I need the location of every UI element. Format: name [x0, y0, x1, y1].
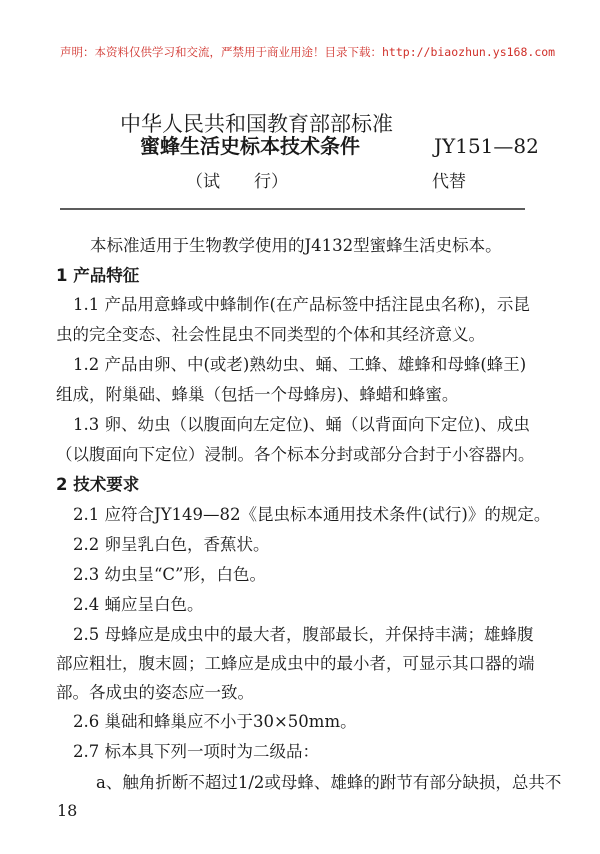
clause-1-2: 1.2 产品由卵、中(或老)熟幼虫、蛹、工蜂、雄蜂和母蜂(蜂王) [73, 355, 527, 374]
clause-2-6: 2.6 巢础和蜂巢应不小于30×50mm。 [73, 712, 357, 731]
document-title: 蜜蜂生活史标本技术条件 [140, 134, 360, 158]
clause-2-4: 2.4 蛹应呈白色。 [73, 595, 204, 614]
section-2-heading: 2 技术要求 [56, 475, 140, 494]
clause-1-1-cont: 虫的完全变态、社会性昆虫不同类型的个体和其经济意义。 [56, 325, 485, 344]
trial-label: （试 行） [186, 172, 288, 192]
clause-1-3: 1.3 卵、幼虫（以腹面向左定位)、蛹（以背面向下定位)、成虫 [73, 415, 530, 434]
issuing-organization: 中华人民共和国教育部部标准 [120, 112, 393, 136]
clause-2-7: 2.7 标本具下列一项时为二级品： [73, 742, 319, 761]
disclaimer-notice: 声明：本资料仅供学习和交流，严禁用于商业用途！目录下载：http://biaozhun.ys168.com [60, 45, 556, 59]
intro-paragraph: 本标准适用于生物教学使用的J4132型蜜蜂生活史标本。 [90, 236, 502, 255]
clause-2-5-cont: 部应粗壮，腹末圆；工蜂应是成虫中的最小者，可显示其口器的端 [56, 654, 535, 673]
header-divider [60, 208, 525, 210]
replaces-label: 代替 [432, 172, 466, 192]
page-number: 18 [57, 801, 78, 820]
clause-1-3-cont: （以腹面向下定位）浸制。各个标本分封或部分合封于小容器内。 [56, 445, 535, 464]
clause-2-2: 2.2 卵呈乳白色，香蕉状。 [73, 535, 270, 554]
standard-number: JY151—82 [434, 134, 539, 158]
clause-1-2-cont: 组成，附巢础、蜂巢（包括一个母蜂房)、蜂蜡和蜂蜜。 [56, 385, 459, 404]
clause-2-3: 2.3 幼虫呈“C”形，白色。 [73, 565, 266, 584]
clause-1-1: 1.1 产品用意蜂或中蜂制作(在产品标签中括注昆虫名称)，示昆 [73, 295, 530, 314]
clause-2-1: 2.1 应符合JY149—82《昆虫标本通用技术条件(试行)》的规定。 [73, 505, 551, 524]
clause-2-7-item-a: a、触角折断不超过1/2或母蜂、雄蜂的跗节有部分缺损，总共不 [96, 773, 562, 792]
section-1-heading: 1 产品特征 [56, 266, 140, 285]
clause-2-5: 2.5 母蜂应是成虫中的最大者，腹部最长，并保持丰满；雄蜂腹 [73, 625, 534, 644]
clause-2-5-cont2: 部。各成虫的姿态应一致。 [56, 683, 254, 702]
